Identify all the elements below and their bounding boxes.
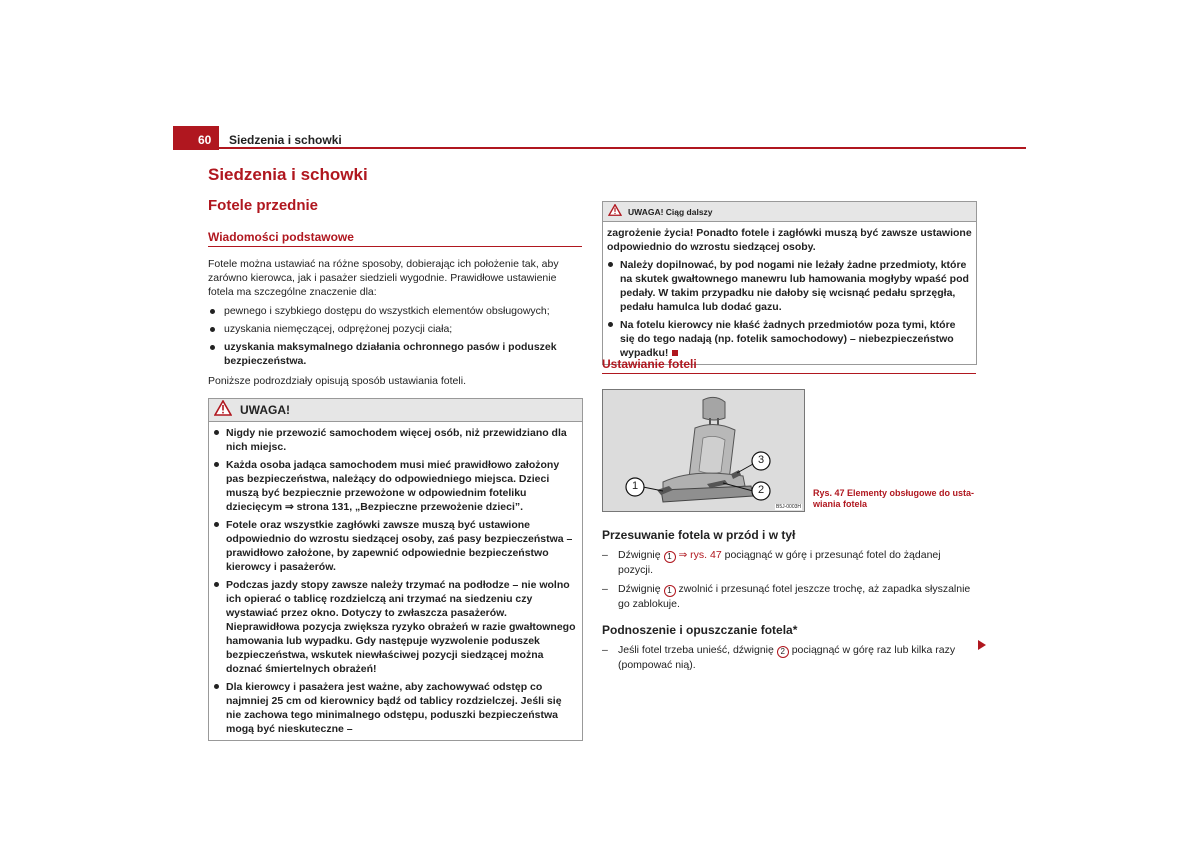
page-number-tab bbox=[173, 126, 219, 150]
header-rule bbox=[219, 147, 1026, 149]
adjust-body bbox=[602, 528, 976, 672]
next-page-arrow-icon[interactable] bbox=[978, 640, 986, 650]
step-text: pociągnąć w górę raz lub kilka razy (pompować nią). bbox=[618, 644, 956, 671]
step-text: zwolnić i przesunąć fotel jeszcze trochę, aż zapadka słyszalnie go zablokuje. bbox=[618, 583, 971, 610]
warning-box bbox=[208, 398, 583, 741]
callout-1: 1 bbox=[631, 480, 639, 492]
lever-2-badge: 2 bbox=[777, 646, 789, 658]
warning-item: Fotele oraz wszystkie zagłówki zawsze muszą być ustawione odpowiednio do wzrostu siedzącej osoby, zaś pasy bezpieczeństwa – prawidłowo założone, by zapewnić odpowiednie bezpieczeństwo kierowcy i pasażerów. bbox=[213, 518, 578, 574]
figure-code: B5J-0003H bbox=[775, 504, 801, 510]
warning-item: Należy dopilnować, by pod nogami nie leżały żadne przedmioty, które na skutek gwałtownego manewru lub hamowania mogłyby wpaść pod pedały. W takim przypadku nie dałoby się wcisnąć pedału sprzęgła, pedału hamulca lub dodać gazu. bbox=[607, 258, 972, 314]
lever-1-badge: 1 bbox=[664, 551, 676, 563]
seat-figure bbox=[602, 389, 805, 512]
sub1-step bbox=[602, 582, 976, 611]
basics-bullet: pewnego i szybkiego dostępu do wszystkich elementów obsługowych; bbox=[208, 304, 582, 318]
section-title: Fotele przednie bbox=[208, 197, 319, 214]
basics-bullet: uzyskania niemęczącej, odprężonej pozycji ciała; bbox=[208, 322, 582, 336]
warning-item: Dla kierowcy i pasażera jest ważne, aby zachowywać odstęp co najmniej 25 cm od kierownicy bądź od tablicy rozdzielczej. Jeśli się nie zachowa tego minimalnego odstępu, poduszki bezpieczeństwa mogą być nieskuteczne – bbox=[213, 680, 578, 736]
running-header-title: Siedzenia i schowki bbox=[229, 133, 342, 147]
warning-item: Podczas jazdy stopy zawsze należy trzymać na podłodze – nie wolno ich opierać o tablicę rozdzielczą ani trzymać na siedzeniu czy wystawiać przez okno. Dotyczy to zwłaszcza pasażerów. Nieprawidłowa pozycja zwiększa ryzyko obrażeń w razie gwałtownego hamowania lub wypadku. Gdy następuje wyzwolenie poduszek bezpieczeństwa, wskutek niewłaściwej pozycji siedzącej można doznać śmiertelnych obrażeń! bbox=[213, 578, 578, 676]
callout-2: 2 bbox=[757, 484, 765, 496]
warning-item: Nigdy nie przewozić samochodem więcej osób, niż przewidziano dla nich miejsc. bbox=[213, 426, 578, 454]
basics-intro: Fotele można ustawiać na różne sposoby, dobierając ich położenie tak, aby zarówno kierowca, jak i pasażer siedzieli wygodnie. Prawidłowe ustawienie fotela ma szczególne znaczenie dla: bbox=[208, 258, 559, 298]
warning-continued-box bbox=[602, 201, 977, 365]
warning-triangle-icon bbox=[214, 400, 232, 421]
warning-item bbox=[607, 318, 972, 360]
basics-heading: Wiadomości podstawowe bbox=[208, 230, 582, 247]
chapter-title: Siedzenia i schowki bbox=[208, 165, 368, 184]
warning-item-text: Na fotelu kierowcy nie kłaść żadnych przedmiotów poza tymi, które się do tego nadają (np. fotelik samochodowy) – niebezpieczeństwo wypadku! bbox=[620, 319, 956, 359]
end-mark-icon bbox=[672, 350, 678, 356]
basics-outro: Poniższe podrozdziały opisują sposób ustawiania foteli. bbox=[208, 375, 466, 387]
warning-continued-header bbox=[603, 202, 976, 222]
step-text: Dźwignię bbox=[618, 549, 661, 561]
warning-header bbox=[209, 399, 582, 422]
figure-caption: Rys. 47 Elementy obsługowe do ustawiania fotela bbox=[813, 488, 975, 509]
warning-continued-title: UWAGA! Ciąg dalszy bbox=[628, 206, 713, 217]
sub2-title: Podnoszenie i opuszczanie fotela* bbox=[602, 623, 798, 637]
step-text: pociągnąć w górę i przesunąć fotel do żądanej pozycji. bbox=[618, 549, 941, 576]
step-text: Jeśli fotel trzeba unieść, dźwignię bbox=[618, 644, 774, 656]
sub1-step bbox=[602, 548, 976, 577]
seat-illustration bbox=[603, 390, 804, 511]
warning-continued-body bbox=[603, 222, 976, 364]
adjust-heading: Ustawianie foteli bbox=[602, 357, 976, 374]
basics-body bbox=[208, 257, 582, 388]
basics-bullet: uzyskania maksymalnego działania ochronnego pasów i poduszek bezpieczeństwa. bbox=[208, 340, 582, 368]
warning-triangle-icon bbox=[608, 203, 622, 221]
sub1-title: Przesuwanie fotela w przód i w tył bbox=[602, 528, 796, 542]
step-text: Dźwignię bbox=[618, 583, 661, 595]
page-number: 60 bbox=[198, 133, 212, 147]
sub2-step bbox=[602, 643, 976, 672]
warning-item: Każda osoba jadąca samochodem musi mieć prawidłowo założony pas bezpieczeństwa, należący do odpowiedniego miejsca. Dzieci muszą być bezpiecznie przewożone w odpowiednim foteliku dziecięcym ⇒ strona 131, „Bezpieczne przewożenie dzieci”. bbox=[213, 458, 578, 514]
warning-continued-lead: zagrożenie życia! Ponadto fotele i zagłówki muszą być zawsze ustawione odpowiednio do wzrostu siedzącej osoby. bbox=[607, 227, 972, 253]
warning-body bbox=[209, 422, 582, 740]
figure-ref-link[interactable]: ⇒ rys. 47 bbox=[678, 549, 722, 561]
warning-title: UWAGA! bbox=[240, 403, 290, 417]
callout-3: 3 bbox=[757, 454, 765, 466]
lever-1-badge: 1 bbox=[664, 585, 676, 597]
